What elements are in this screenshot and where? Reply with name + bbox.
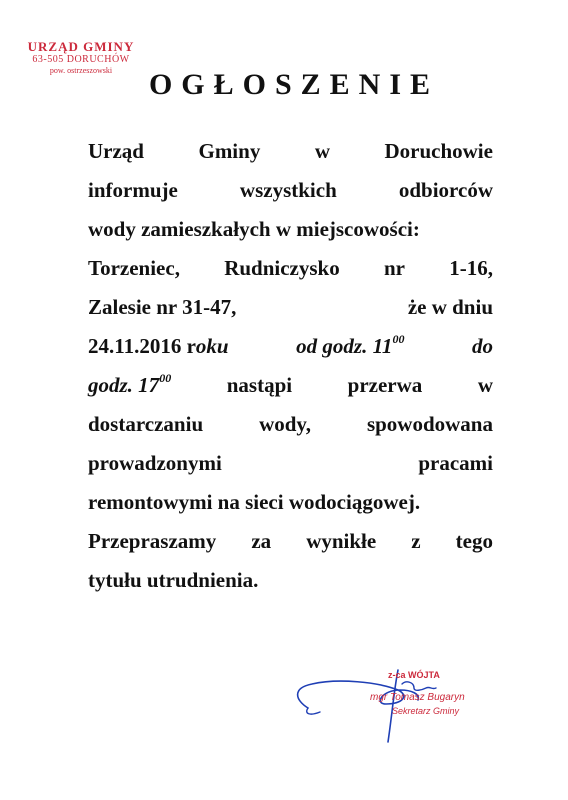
word: wynikłe — [306, 529, 377, 553]
body-line-1 — [88, 132, 493, 171]
body-line-3 — [88, 210, 493, 249]
word: prowadzonymi — [88, 451, 222, 475]
stamp-line-2: 63-505 DORUCHÓW — [32, 54, 130, 65]
announcement-body — [88, 132, 493, 600]
word: przerwa — [347, 373, 423, 397]
date — [88, 327, 229, 366]
phrase: wody zamieszkałych w miejscowości: — [88, 217, 420, 241]
word: tego — [455, 529, 493, 553]
date-suffix: oku — [195, 334, 229, 358]
time-from-text: od godz. 11 — [296, 334, 393, 358]
stamp-line-1: URZĄD GMINY — [27, 39, 135, 54]
document-title: OGŁOSZENIE — [148, 68, 440, 101]
body-line-4 — [88, 249, 493, 288]
body-line-9 — [88, 444, 493, 483]
word: pracami — [418, 451, 493, 475]
body-line-12 — [88, 561, 493, 600]
time-from — [296, 327, 404, 366]
word: Doruchowie — [384, 139, 493, 163]
word: odbiorców — [398, 178, 493, 202]
stamp-line-3: pow. ostrzeszowski — [49, 66, 113, 75]
word: 1-16, — [449, 256, 493, 280]
phrase: tytułu utrudnienia. — [88, 568, 259, 592]
word: wszystkich — [239, 178, 337, 202]
body-line-10 — [88, 483, 493, 522]
word: Torzeniec, — [88, 256, 180, 280]
word: dostarczaniu — [88, 412, 204, 436]
word: za — [251, 529, 272, 553]
body-line-11 — [88, 522, 493, 561]
word: Rudniczysko — [224, 256, 340, 280]
word: nastąpi — [226, 373, 293, 397]
word: spowodowana — [366, 412, 493, 436]
word: nr — [383, 256, 405, 280]
phrase: remontowymi na sieci wodociągowej. — [88, 490, 421, 514]
body-line-5 — [88, 288, 493, 327]
date-intro: że w dniu — [407, 295, 493, 319]
time-from-minutes: 00 — [392, 332, 405, 346]
word: Gminy — [198, 139, 261, 163]
time-to-text: godz. 17 — [88, 373, 160, 397]
word: z — [411, 529, 421, 553]
body-line-8 — [88, 405, 493, 444]
signature-block — [290, 660, 520, 750]
signatory-name: mgr Tomasz Bugaryn — [370, 692, 465, 703]
body-line-7 — [88, 366, 493, 405]
word: Przepraszamy — [88, 529, 217, 553]
time-to — [88, 366, 171, 405]
locality: Zalesie nr 31-47, — [88, 295, 237, 319]
body-line-2 — [88, 171, 493, 210]
word: wody, — [259, 412, 311, 436]
body-line-6 — [88, 327, 493, 366]
signatory-position: Sekretarz Gminy — [392, 706, 460, 716]
time-to-minutes: 00 — [159, 371, 172, 385]
signature-title: z-ca WÓJTA — [388, 670, 440, 680]
word: informuje — [88, 178, 178, 202]
word: w — [314, 139, 330, 163]
word: Urząd — [88, 139, 144, 163]
word: do — [472, 334, 493, 358]
date-value: 24.11.2016 r — [88, 334, 196, 358]
word: w — [477, 373, 493, 397]
